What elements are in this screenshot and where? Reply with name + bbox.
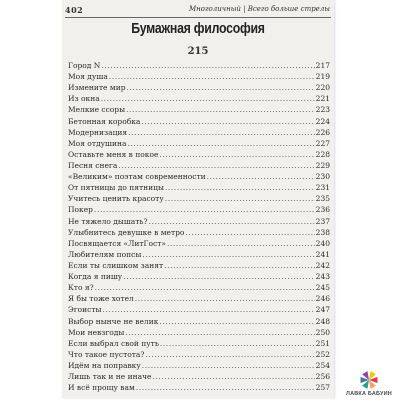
toc-entry-page: 226: [315, 127, 330, 137]
toc-entry-page: 247: [315, 305, 330, 315]
toc-leader-dots: [164, 260, 315, 271]
toc-row: [68, 71, 330, 82]
toc-entry-page: 219: [315, 72, 330, 82]
toc-entry-page: 231: [315, 183, 330, 193]
toc-entry-title: «Великим» поэтам современности: [68, 172, 206, 182]
toc-entry-title: Из окна: [68, 94, 100, 104]
toc-row: [68, 338, 330, 349]
toc-entry-title: Не тяжело дышать?: [68, 216, 148, 226]
toc-entry-title: Я бы тоже хотел: [68, 294, 134, 304]
toc-row: [68, 82, 330, 93]
toc-row: [68, 182, 330, 193]
store-watermark: [340, 370, 398, 400]
toc-entry-title: Эгоисты: [68, 305, 102, 315]
store-logo-icon: [359, 370, 379, 390]
toc-leader-dots: [142, 360, 315, 371]
toc-entry-page: 248: [315, 316, 330, 326]
toc-leader-dots: [118, 160, 314, 171]
toc-entry-page: 251: [315, 338, 330, 348]
toc-leader-dots: [160, 338, 315, 349]
toc-row: [68, 127, 330, 138]
toc-leader-dots: [136, 382, 315, 393]
toc-entry-title: Мелкие ссоры: [68, 105, 126, 115]
toc-leader-dots: [142, 249, 314, 260]
toc-leader-dots: [185, 227, 314, 238]
toc-entry-page: 227: [315, 138, 330, 148]
toc-leader-dots: [95, 282, 315, 293]
toc-entry-title: Оставьте меня в покое: [68, 149, 159, 159]
page-header: [62, 5, 334, 17]
toc-leader-dots: [109, 71, 315, 82]
toc-entry-title: Лишь так и не иначе: [68, 372, 152, 382]
toc-leader-dots: [145, 349, 314, 360]
toc-entry-title: Измените мир: [68, 83, 126, 93]
toc-leader-dots: [127, 138, 314, 149]
toc-entry-title: Покер: [68, 205, 93, 215]
toc-row: [68, 160, 330, 171]
toc-row: [68, 249, 330, 260]
toc-entry-page: 254: [315, 360, 330, 370]
toc-row: [68, 227, 330, 238]
toc-row: [68, 349, 330, 360]
toc-leader-dots: [101, 93, 315, 104]
toc-entry-title: Идём на поправку: [68, 360, 141, 370]
section-title: Бумажная философия: [131, 20, 265, 37]
toc-entry-title: Любителям попсы: [68, 249, 142, 259]
toc-row: [68, 171, 330, 182]
toc-entry-title: От пятницы до пятницы: [68, 183, 164, 193]
toc-leader-dots: [94, 204, 315, 215]
toc-entry-title: Посвящается «ЛитГост»: [68, 238, 166, 248]
toc-entry-title: Улыбнитесь девушке в метро: [68, 227, 185, 237]
toc-leader-dots: [101, 60, 314, 71]
toc-leader-dots: [165, 182, 315, 193]
toc-entry-page: 246: [315, 294, 330, 304]
toc-row: [68, 60, 330, 71]
toc-entry-page: 250: [315, 327, 330, 337]
toc-entry-page: 240: [315, 238, 330, 248]
toc-entry-title: Кто я?: [68, 283, 94, 293]
toc-entry-title: Модернизация: [68, 127, 128, 137]
toc-entry-title: Бетонная коробка: [68, 116, 141, 126]
toc-leader-dots: [127, 82, 315, 93]
header-page-number: 402: [65, 5, 84, 15]
toc-entry-page: 242: [315, 260, 330, 270]
toc-row: [68, 282, 330, 293]
toc-entry-page: 220: [315, 83, 330, 93]
toc-row: [68, 316, 330, 327]
toc-row: [68, 382, 330, 393]
toc-row: [68, 193, 330, 204]
header-divider: [65, 17, 331, 18]
toc-row: [68, 327, 330, 338]
toc-row: [68, 104, 330, 115]
toc-entry-page: 238: [315, 227, 330, 237]
toc-entry-page: 252: [315, 349, 330, 359]
section-page-number: 215: [187, 46, 209, 57]
toc-leader-dots: [207, 171, 315, 182]
toc-entry-title: Если выбрал свой путь: [68, 338, 159, 348]
toc-row: [68, 116, 330, 127]
toc-row: [68, 360, 330, 371]
header-running-title: Многоличный | Всего больше стрелы: [189, 5, 330, 13]
toc-entry-page: 228: [315, 149, 330, 159]
toc-entry-title: Что такое пустота?: [68, 349, 145, 359]
toc-row: [68, 304, 330, 315]
toc-leader-dots: [167, 238, 315, 249]
toc-row: [68, 149, 330, 160]
toc-entry-page: 229: [315, 160, 330, 170]
toc-entry-title: Моя душа: [68, 72, 108, 82]
toc-leader-dots: [128, 127, 315, 138]
toc-entry-page: 221: [315, 94, 330, 104]
toc-row: [68, 271, 330, 282]
toc-entry-page: 257: [315, 383, 330, 393]
toc-leader-dots: [135, 293, 315, 304]
table-of-contents: [68, 60, 330, 393]
toc-entry-title: Песня снега: [68, 160, 118, 170]
book-page: [62, 0, 334, 398]
toc-row: [68, 93, 330, 104]
toc-leader-dots: [165, 193, 315, 204]
toc-entry-page: 237: [315, 216, 330, 226]
toc-entry-page: 217: [315, 61, 330, 70]
toc-row: [68, 260, 330, 271]
toc-leader-dots: [159, 149, 314, 160]
toc-entry-page: 245: [315, 283, 330, 293]
toc-entry-page: 256: [315, 372, 330, 382]
toc-entry-page: 224: [315, 116, 330, 126]
store-watermark-text: ЛАВКА БАБУИН: [346, 391, 392, 397]
toc-row: [68, 238, 330, 249]
toc-row: [68, 204, 330, 215]
toc-entry-title: И всё прощу вам: [68, 383, 135, 393]
toc-row: [68, 371, 330, 382]
toc-row: [68, 138, 330, 149]
toc-leader-dots: [103, 304, 315, 315]
toc-leader-dots: [159, 316, 314, 327]
toc-entry-title: Мои невзгоды: [68, 327, 125, 337]
toc-entry-page: 236: [315, 205, 330, 215]
toc-entry-page: 223: [315, 105, 330, 115]
toc-entry-title: Выбор нынче не велик: [68, 316, 159, 326]
toc-entry-title: Когда я пишу: [68, 272, 123, 282]
toc-entry-title: Учитесь ценить красоту: [68, 194, 164, 204]
toc-entry-page: 243: [315, 272, 330, 282]
toc-entry-page: 235: [315, 194, 330, 204]
toc-leader-dots: [149, 216, 315, 227]
toc-entry-page: 241: [315, 249, 330, 259]
toc-entry-page: 230: [315, 172, 330, 182]
toc-leader-dots: [152, 371, 314, 382]
toc-row: [68, 293, 330, 304]
toc-leader-dots: [125, 327, 314, 338]
toc-entry-title: Город N: [68, 61, 101, 70]
toc-entry-title: Моя отдушина: [68, 138, 127, 148]
toc-leader-dots: [126, 104, 315, 115]
toc-leader-dots: [123, 271, 314, 282]
toc-row: [68, 216, 330, 227]
toc-leader-dots: [141, 116, 314, 127]
toc-entry-title: Если ты слишком занят: [68, 260, 164, 270]
